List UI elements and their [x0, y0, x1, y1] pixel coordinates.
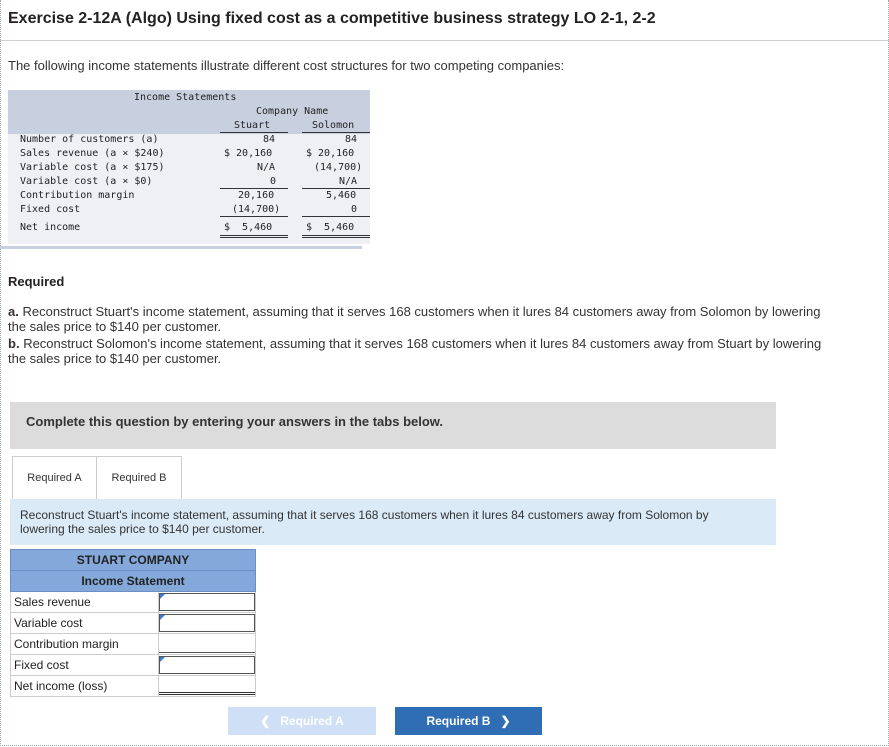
is-row-stuart: (14,700) — [232, 204, 281, 215]
is-row-label: Number of customers (a) — [20, 134, 159, 145]
table-row — [11, 655, 256, 676]
solomon-column-header: Solomon — [312, 120, 355, 131]
stuart-column-header: Stuart — [234, 120, 271, 131]
is-row-stuart: 0 — [270, 176, 277, 187]
is-row-label: Net income — [20, 222, 81, 233]
required-heading: Required — [8, 274, 65, 289]
is-row-label: Sales revenue (a × $240) — [20, 148, 165, 159]
tab-required-b[interactable] — [96, 456, 182, 500]
required-a-marker: a. — [8, 304, 19, 319]
is-row-stuart: $ 5,460 — [224, 222, 273, 233]
net-income-value — [159, 677, 255, 695]
contribution-margin-value — [159, 635, 255, 653]
solomon-subtotal-line — [302, 188, 370, 189]
exercise-title: Exercise 2-12A (Algo) Using fixed cost as a competitive business strategy LO 2-1, 2-2 — [8, 10, 656, 27]
required-a-text: Reconstruct Stuart's income statement, assuming that it serves 168 customers when it lures 84 customers away from Solomon by lowering the sales price to $140 per customer. — [8, 304, 821, 334]
stuart-fixed-line — [220, 216, 288, 217]
row-label: Net income (loss) — [11, 676, 159, 697]
is-row-stuart: 84 — [263, 134, 276, 145]
solomon-fixed-line — [302, 216, 370, 217]
previous-tab-button[interactable] — [228, 707, 376, 735]
required-b-marker: b. — [8, 336, 20, 351]
next-tab-label: Required B — [426, 714, 491, 728]
intro-text: The following income statements illustrate different cost structures for two competing companies: — [8, 58, 565, 73]
tab-label: Required A — [27, 472, 82, 484]
chevron-right-icon: ❯ — [500, 714, 511, 728]
sales-revenue-input[interactable] — [159, 593, 255, 611]
tab-required-a[interactable] — [12, 456, 97, 499]
is-row-stuart: 20,160 — [238, 190, 275, 201]
solomon-total-double-line — [302, 235, 370, 238]
is-row-stuart: N/A — [257, 162, 276, 173]
income-statements-bottom-border — [0, 246, 362, 249]
table-row — [11, 634, 256, 655]
required-b-text: Reconstruct Solomon's income statement, assuming that it serves 168 customers when it lures 84 customers away from Stuart by lowering the sales price to $140 per customer. — [8, 336, 822, 366]
is-row-solomon: N/A — [339, 176, 358, 187]
instructions-text: Complete this question by entering your answers in the tabs below. — [26, 414, 444, 429]
stuart-income-statement-table — [10, 549, 256, 697]
company-name-label: Company Name — [256, 106, 329, 117]
tab-label: Required B — [111, 472, 167, 484]
tab-instruction-panel — [10, 499, 776, 545]
row-label: Sales revenue — [11, 592, 159, 613]
statement-subtitle: Income Statement — [11, 571, 256, 592]
is-row-solomon: $ 5,460 — [306, 222, 355, 233]
chevron-left-icon: ❮ — [260, 714, 271, 728]
is-row-solomon: (14,700) — [314, 162, 363, 173]
stuart-header-underline — [220, 132, 288, 133]
row-label: Fixed cost — [11, 655, 159, 676]
is-row-label: Contribution margin — [20, 190, 135, 201]
is-row-solomon: $ 20,160 — [306, 148, 355, 159]
stuart-subtotal-line — [220, 188, 288, 189]
tab-instruction-text: Reconstruct Stuart's income statement, assuming that it serves 168 customers when it lures 84 customers away from Solomon by lowering the sales price to $140 per customer. — [20, 508, 709, 536]
input-marker-icon — [160, 657, 165, 662]
statement-company-name: STUART COMPANY — [11, 550, 256, 571]
is-row-stuart: $ 20,160 — [224, 148, 273, 159]
fixed-cost-input[interactable] — [159, 656, 255, 674]
income-statements-image — [8, 90, 370, 248]
is-row-solomon: 5,460 — [326, 190, 357, 201]
is-row-label: Fixed cost — [20, 204, 81, 215]
next-tab-button[interactable] — [395, 707, 542, 735]
variable-cost-input[interactable] — [159, 614, 255, 632]
is-row-solomon: 0 — [351, 204, 358, 215]
title-divider — [0, 40, 889, 41]
input-marker-icon — [160, 594, 165, 599]
row-label: Variable cost — [11, 613, 159, 634]
table-row — [11, 676, 256, 697]
required-item-b — [8, 336, 838, 366]
required-item-a — [8, 304, 838, 334]
row-label: Contribution margin — [11, 634, 159, 655]
input-marker-icon — [160, 615, 165, 620]
is-row-label: Variable cost (a × $175) — [20, 162, 165, 173]
stuart-total-double-line — [220, 235, 288, 238]
table-row — [11, 592, 256, 613]
table-row — [11, 613, 256, 634]
is-row-solomon: 84 — [345, 134, 358, 145]
solomon-header-underline — [302, 132, 370, 133]
instructions-bar — [10, 402, 776, 449]
previous-tab-label: Required A — [280, 714, 344, 728]
income-statements-heading: Income Statements — [134, 92, 237, 103]
is-row-label: Variable cost (a × $0) — [20, 176, 153, 187]
